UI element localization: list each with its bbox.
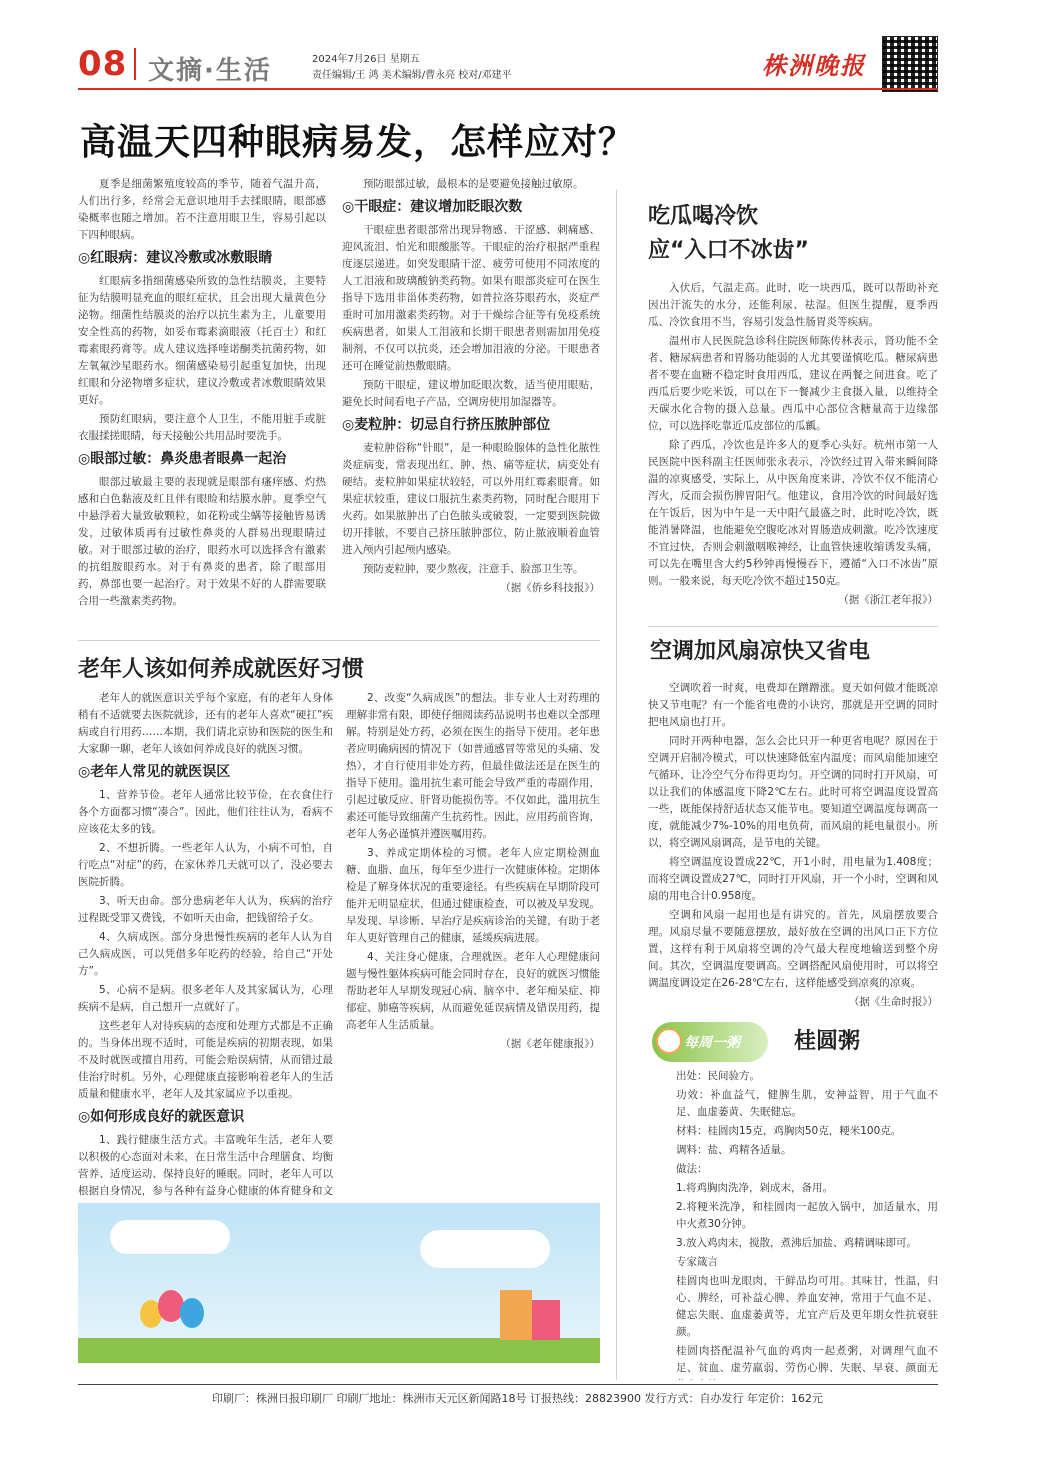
melon-paragraph: 入伏后，气温走高。此时，吃一块西瓜，既可以帮助补充因出汗流失的水分，还能利尿、祛湿。但医生提醒，夏季西瓜、冷饮食用不当，容易引发急性肠胃炎等疾病。 xyxy=(648,282,938,328)
grass-strip xyxy=(78,1338,600,1363)
elder-article-column-1 xyxy=(78,690,333,1200)
congee-article-title: 桂圆粥 xyxy=(794,1029,861,1054)
eye-section-lead: 预防眼部过敏，最根本的是要避免接触过敏原。 xyxy=(363,178,584,190)
cloud-icon xyxy=(420,1230,550,1268)
elder-mistakes-summary: 这些老年人对待疾病的态度和处理方式都是不正确的。当身体出现不适时，可能是疾病的初期表现，如果不及时就医或擅自用药，可能会贻误病情，从而错过最佳治疗时机。另外，心理健康直接影响着老年人的生活质量和健康水平，老年人及其家属应予以重视。 xyxy=(78,1020,333,1100)
elder-mistake-item: 2、不想折腾。一些老年人认为，小病不可怕，自行吃点“对症”的药，在家休养几天就可以了，没必要去医院折腾。 xyxy=(78,842,333,888)
elder-habit-item: 1、践行健康生活方式。丰富晚年生活，老年人要以积极的心态面对未来，在日常生活中合理膳食、均衡营养、适度运动、保持良好的睡眠。同时，老年人可以根据自身情况，参与各种有益身心健康的体育健身和文 xyxy=(78,1134,333,1197)
elder-intro: 老年人的就医意识关乎每个家庭，有的老年人身体稍有不适就要去医院就诊，还有的老年人喜欢“硬扛”疾病或自行用药……本期，我们请北京协和医院的医生和大家聊一聊，老年人该如何养成良好的就医习惯。 xyxy=(78,692,333,755)
melon-article-body xyxy=(648,280,938,632)
congee-article-body xyxy=(676,1068,938,1380)
eye-section-text: 预防麦粒肿，要少熬夜，注意手、脸部卫生等。 xyxy=(363,563,584,575)
eye-section-heading: ◎干眼症：建议增加眨眼次数 xyxy=(342,199,523,215)
elder-mistake-item: 1、营养节俭。老年人通常比较节俭，在衣食住行各个方面都习惯“凑合”。因此，他们往往认为，看病不应该花太多的钱。 xyxy=(78,789,333,835)
article-divider xyxy=(648,626,938,627)
melon-article-source: （据《浙江老年报》） xyxy=(838,594,938,606)
elder-habit-item: 3、养成定期体检的习惯。老年人应定期检测血糖、血脂、血压，每年至少进行一次健康体检。定期体检是了解身体状况的重要途径。有些疾病在早期阶段可能并无明显症状，但通过健康检查，可以被及早发现。早发现、早诊断、早治疗是疾病诊治的关键，有助于老年人更好管理自己的健康，延缓疾病进展。 xyxy=(346,847,600,944)
header-rule xyxy=(78,88,938,90)
building-icon xyxy=(500,1290,532,1340)
congee-line: 3.放入鸡肉末，搅散，煮沸后加盐、鸡精调味即可。 xyxy=(676,1237,918,1249)
eye-section-text: 预防红眼病，要注意个人卫生，不能用脏手或脏衣服揉搓眼睛，每天接触公共用品时要洗手。 xyxy=(78,413,326,442)
elder-article-column-2 xyxy=(346,690,600,1200)
elder-habits-heading: ◎如何形成良好的就医意识 xyxy=(78,1109,245,1125)
elder-mistakes-heading: ◎老年人常见的就医误区 xyxy=(78,764,231,780)
congee-line: 桂圆肉也叫龙眼肉，干鲜品均可用。其味甘，性温，归心、脾经，可补益心脾、养血安神，常用于气血不足、健忘失眠、血虚萎黄等，尤宜产后及更年期女性抗衰驻颜。 xyxy=(676,1275,938,1338)
eye-intro: 夏季是细菌繁殖度较高的季节，随着气温升高，人们出行多，经常会无意识地用手去揉眼睛，眼部感染概率也随之增加。若不注意用眼卫生，容易引起以下四种眼病。 xyxy=(78,178,326,241)
elder-habit-item: 4、关注身心健康，合理就医。老年人心理健康问题与慢性躯体疾病可能会同时存在，良好的就医习惯能帮助老年人早期发现冠心病、脑卒中、老年痴呆症、抑郁症、肺癌等疾病，从而避免延误病情及错误用药，提高老年人生活质量。 xyxy=(346,951,600,1031)
cloud-icon xyxy=(110,1220,230,1254)
column-divider xyxy=(616,190,617,1380)
eye-section-heading: ◎红眼病：建议冷敷或冰敷眼睛 xyxy=(78,250,273,266)
main-article-title: 高温天四种眼病易发，怎样应对？ xyxy=(80,122,636,163)
ac-paragraph: 空调吹着一时爽，电费却在蹭蹭涨。夏天如何做才能既凉快又节电呢？有一个能省电费的小诀窍，那就是开空调的同时把电风扇也打开。 xyxy=(648,682,938,728)
page-number: 08 xyxy=(78,44,128,84)
ac-article-title: 空调加风扇凉快又省电 xyxy=(650,639,871,664)
eye-article-column-1 xyxy=(78,176,326,636)
congee-line: 做法： xyxy=(676,1163,708,1175)
section-divider xyxy=(134,48,136,80)
congee-line: 2.将粳米洗净，和桂圆肉一起放入锅中，加适量水，用中火煮30分钟。 xyxy=(676,1201,938,1230)
eye-section-text: 干眼症患者眼部常出现异物感、干涩感、刺痛感、迎风流泪、怕光和眼酸胀等。干眼症的治疗根据严重程度逐层递进。如突发眼睛干涩、疲劳可使用不同浓度的人工泪液和玻璃酸钠类药物。如果有眼部炎症可在医生指导下选用非甾体类药物，如普拉洛芬眼药水，炎症严重时可加用激素类药物。对于干燥综合征等有免疫系统疾病患者，如果人工泪液和长期干眼患者则需加用免疫制剂，不仅可以抗炎，还会增加泪液的分泌。干眼患者还可在睡觉前热敷眼睛。 xyxy=(342,224,600,372)
melon-paragraph: 除了西瓜，冷饮也是许多人的夏季心头好。杭州市第一人民医院中医科副主任医师张永表示，冷饮经过胃入带来瞬间降温的凉爽感受，实际上，从中医角度来讲，冷饮不仅不能清心泻火，反而会损伤脾胃阳气。他建议，食用冷饮的时间最好选在午饭后，因为中午是一天中阳气最盛之时，此时吃冷饮，既能消暑降温，也能避免空腹吃冰对胃肠造成刺激。吃冷饮速度不宜过快，否则会刺激咽喉神经，让血管快速收缩诱发头痛，可以先在嘴里含大约5秒钟再慢慢吞下，遵循“入口不冰齿”原则。一般来说，每天吃冷饮不超过150克。 xyxy=(648,439,938,587)
elder-mistake-item: 4、久病成医。部分身患慢性疾病的老年人认为自己久病成医，可以凭借多年吃药的经验，给自己“开处方”。 xyxy=(78,931,333,977)
elder-habit-item: 2、改变“久病成医”的想法。非专业人士对药理的理解非常有限，即使仔细阅读药品说明书也难以全部理解。特别是处方药，必须在医生的指导下使用。老年患者应明确病因的情况下（如普通感冒等常见的头痛、发热），才自行使用非处方药，但最佳做法还是在医生的指导下使用。滥用抗生素可能会导致严重的毒副作用，引起过敏反应、肝肾功能损伤等。不仅如此，滥用抗生素还可能导致细菌产生抗药性。因此，应用药前咨询，老年人务必谨慎并遵医嘱用药。 xyxy=(346,692,600,840)
congee-line: 调料：盐、鸡精各适量。 xyxy=(676,1144,792,1156)
footer-print-info: 印刷厂：株洲日报印刷厂 印刷厂地址：株洲市天元区新闻路18号 订报热线：28823900 发行方式：自办发行 年定价：162元 xyxy=(212,1392,823,1405)
ac-article-source: （据《生命时报》） xyxy=(848,996,938,1008)
elder-mistake-item: 5、心病不是病。很多老年人及其家属认为，心理疾病不是病，自己想开一点就好了。 xyxy=(78,984,333,1013)
melon-article-title xyxy=(648,200,809,268)
eye-article-source: （据《侨乡科技报》） xyxy=(500,582,600,594)
article-divider xyxy=(78,640,600,641)
ac-article-body xyxy=(648,680,938,1010)
melon-title-line-1: 吃瓜喝冷饮 xyxy=(648,204,759,229)
ac-paragraph: 同时开两种电器，怎么会比只开一种更省电呢？原因在于空调开启制冷模式，可以快速降低室内温度；而风扇能加速空气循环，让冷空气分布得更均匀。开空调的同时打开风扇，可以让我们的体感温度下降2℃左右。此时可将空调温度设置高一些，既能保持舒适状态又能节电。要知道空调温度每调高一度，就能减少7%-10%的用电负荷，而风扇的耗电量很小。所以，将空调风扇调高，是节电的关键。 xyxy=(648,735,938,849)
melon-paragraph: 温州市人民医院急诊科住院医师陈传林表示，肾功能不全者、糖尿病患者和胃肠功能弱的人尤其要谨慎吃瓜。糖尿病患者不要在血糖不稳定时食用西瓜，建议在两餐之间进食。吃了西瓜后要少吃米饭，可以在下一餐减少主食摄入量，以维持全天碳水化合物的摄入总量。西瓜中心部位含糖量高于边缘部位，可以选择吃靠近瓜皮部位的瓜瓤。 xyxy=(648,335,938,432)
editors-credit: 责任编辑/王 鸿 美术编辑/曹永亮 校对/邓建平 xyxy=(312,70,512,81)
congee-line: 专家箴言 xyxy=(676,1256,718,1268)
ac-paragraph: 空调和风扇一起用也是有讲究的。首先，风扇摆放要合理。风扇尽量不要随意摆放，最好放在空调的出风口正下方位置，这样有利于风扇将空调的冷气最大程度地输送到整个房间。其次，空调温度要调高。空调搭配风扇使用时，可以将空调温度调设定在26-28℃左右，这样能感受到凉爽的凉爽。 xyxy=(648,909,938,989)
congee-line: 出处：民间验方。 xyxy=(676,1070,760,1082)
newspaper-logo: 株洲晚报 xyxy=(762,52,866,80)
elder-mistake-item: 3、听天由命。部分患病老年人认为，疾病的治疗过程既受罪又费钱，不如听天由命，把钱留给子女。 xyxy=(78,895,333,924)
eye-section-text: 眼部过敏最主要的表现就是眼部有瘙痒感、灼热感和白色黏液及红且伴有眼睑和结膜水肿。夏季空气中悬浮着大量致敏颗粒，如花粉或尘螨等接触皆易诱发，过敏体质再有过敏性鼻炎的人群易出现眼睛过敏。对于眼部过敏的治疗，眼药水可以选择含有激素的抗组胺眼药水。对于有鼻炎的患者，除了眼部用药，鼻部也要一起治疗。对于效果不好的人群需要联合用一些激素类药物。 xyxy=(78,476,326,607)
eye-section-heading: ◎麦粒肿：切忌自行挤压脓肿部位 xyxy=(342,417,551,433)
eye-article-column-2 xyxy=(342,176,600,636)
eye-section-text: 预防干眼症，建议增加眨眼次数，适当使用眼贴，避免长时间看电子产品，空调房使用加湿器等。 xyxy=(342,379,600,408)
eye-section-text: 红眼病多指细菌感染所致的急性结膜炎，主要特征为结膜明显充血的眼红症状，且会出现大量黄色分泌物。细菌性结膜炎的治疗以抗生素为主，儿童要用安全性高的药物，如妥布霉素滴眼液（托百士）和红霉素眼药膏等。成人建议选择喹诺酮类抗菌药物，如左氧氟沙星眼药水。细菌感染易引起重复加快，出现红眼和分泌物增多症状，建议冷敷或者冰敷眼睛效果更好。 xyxy=(78,275,326,406)
congee-line: 桂圆肉搭配温补气血的鸡肉一起煮粥，对调理气血不足、贫血、虚劳羸弱、劳伤心脾、失眠、早衰、颜面无 xyxy=(676,1345,938,1374)
melon-title-line-2: 应“入口不冰齿” xyxy=(648,238,809,263)
congee-line: 1.将鸡胸肉洗净，剁成末，备用。 xyxy=(676,1182,834,1194)
qr-code-icon[interactable] xyxy=(882,36,938,92)
weekly-congee-label: 每周一粥 xyxy=(684,1035,740,1051)
issue-date: 2024年7月26日 星期五 xyxy=(312,54,420,65)
balloon-icon xyxy=(180,1298,204,1328)
footer-rule xyxy=(78,1384,938,1385)
bowl-icon xyxy=(656,1028,682,1054)
ac-paragraph: 将空调温度设置成22℃，开1小时，用电量为1.408度；而将空调设置成27℃，同时打开风扇，开一个小时，空调和风扇的用电合计0.958度。 xyxy=(648,856,938,902)
building-icon xyxy=(532,1300,560,1340)
elder-article-title: 老年人该如何养成就医好习惯 xyxy=(78,657,365,682)
elder-article-source: （据《老年健康报》） xyxy=(500,1038,600,1050)
congee-line: 功效：补血益气，健脾生肌，安神益智，用于气血不足、血虚萎黄、失眠健忘。 xyxy=(676,1089,938,1118)
eye-section-heading: ◎眼部过敏：鼻炎患者眼鼻一起治 xyxy=(78,451,287,467)
eye-section-text: 麦粒肿俗称“针眼”，是一种眼睑腺体的急性化脓性炎症病变，常表现出红、肿、热、痛等症状，病变处有硬结。麦粒肿如果症状较轻，可以外用红霉素眼膏。如果症状较重，建议口服抗生素类药物，同时配合眼用下火药。如果脓肿出了白色脓头或破裂，一定要到医院做切开排脓，不要自己挤压脓肿部位，防止脓液顺着血管进入颅内引起颅内感染。 xyxy=(342,442,600,556)
section-name: 文摘·生活 xyxy=(148,56,272,86)
congee-line: 材料：桂圆肉15克，鸡胸肉50克，粳米100克。 xyxy=(676,1125,902,1137)
